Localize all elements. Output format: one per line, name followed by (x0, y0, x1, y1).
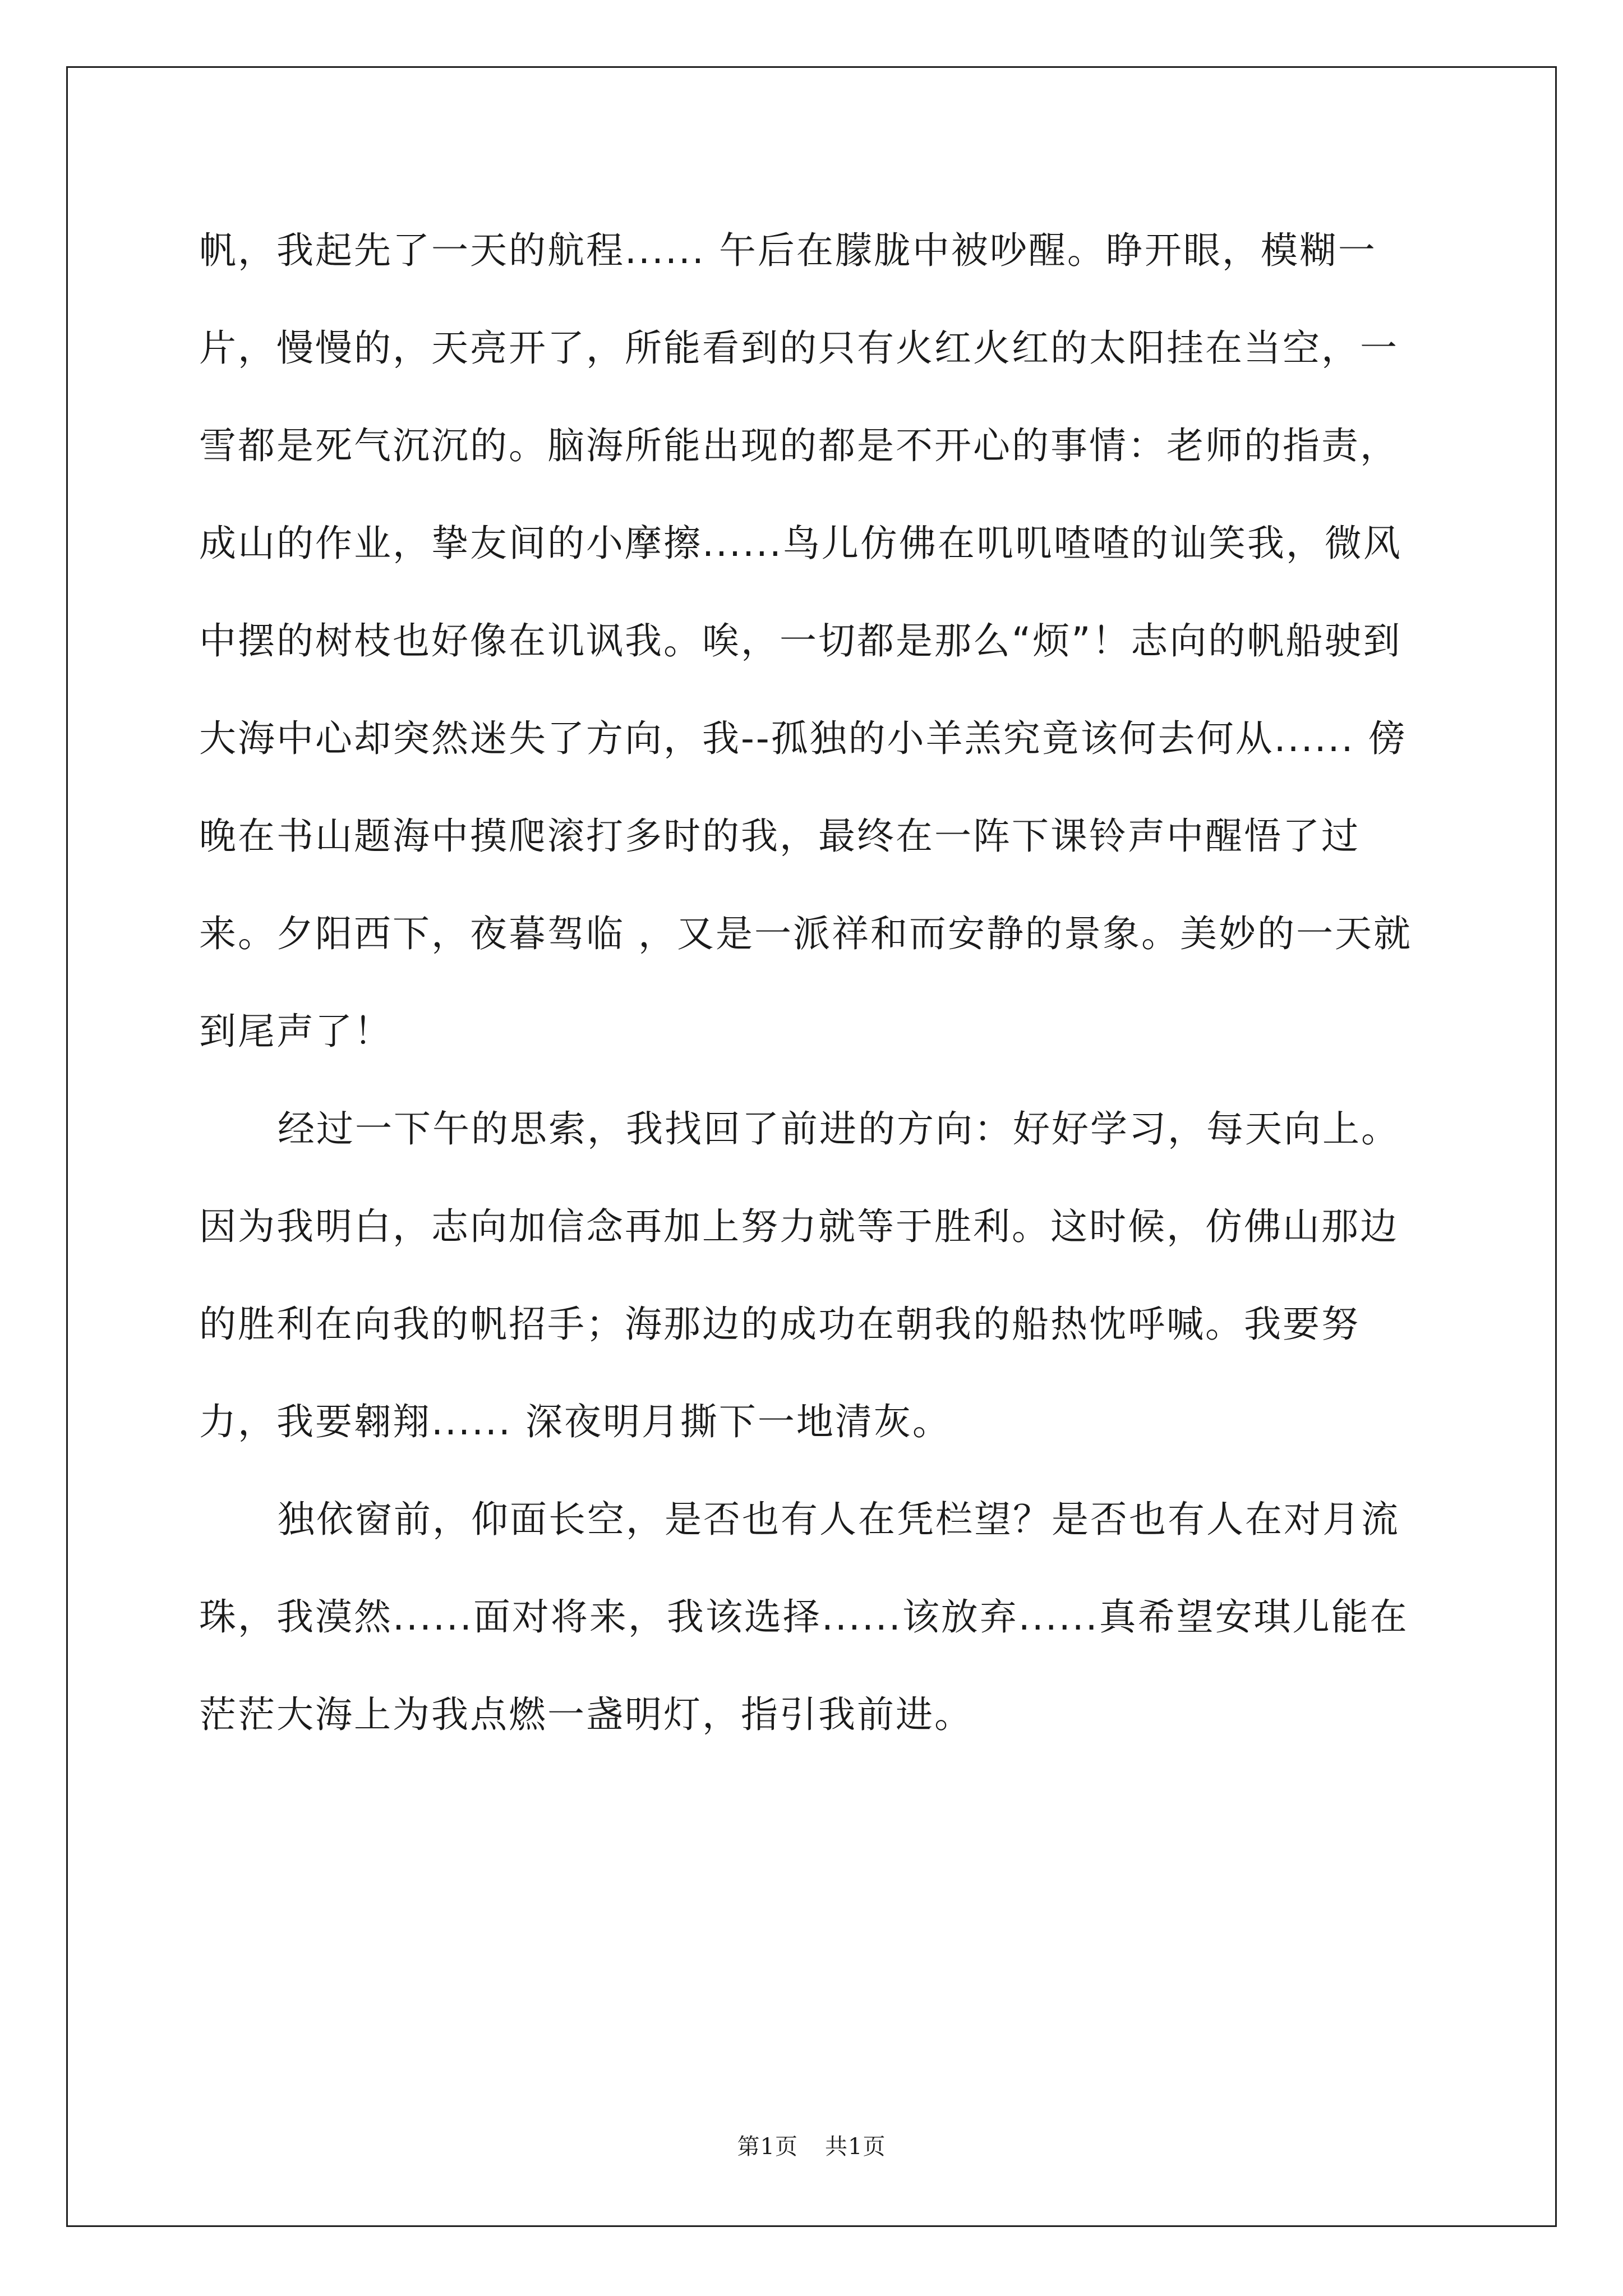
page-footer (0, 2129, 1623, 2161)
paragraph-1: 帆，我起先了一天的航程...... 午后在朦胧中被吵醒。睁开眼，模糊一片，慢慢的，天亮开了，所能看到的只有火红火红的太阳挂在当空，一雪都是死气沉沉的。脑海所能出现的都是不开心的事情：老师的指责，成山的作业，挚友间的小摩擦......鸟儿仿佛在叽叽喳喳的讪笑我，微风中摆的树枝也好像在讥讽我。唉，一切都是那么“烦”！志向的帆船驶到大海中心却突然迷失了方向，我--孤独的小羊羔究竟该何去何从...... 傍晚在书山题海中摸爬滚打多时的我，最终在一阵下课铃声中醒悟了过来。夕阳西下，夜暮驾临 ，又是一派祥和而安静的景象。美妙的一天就到尾声了！ (199, 229, 1412, 1053)
paragraph-2: 经过一下午的思索，我找回了前进的方向：好好学习，每天向上。因为我明白，志向加信念再加上努力就等于胜利。这时候，仿佛山那边的胜利在向我的帆招手；海那边的成功在朝我的船热忱呼喊。我要努力，我要翱翔...... 深夜明月撕下一地清灰。 (199, 1107, 1400, 1443)
paragraph-3: 独依窗前，仰面长空，是否也有人在凭栏望？是否也有人在对月流珠，我漠然......面对将来，我该选择......该放弃......真希望安琪儿能在茫茫大海上为我点燃一盏明灯，指引我前进。 (199, 1498, 1409, 1736)
document-body (199, 202, 1424, 1764)
page-number-total: 共1页 (825, 2134, 886, 2160)
page-number-current: 第1页 (737, 2134, 798, 2160)
